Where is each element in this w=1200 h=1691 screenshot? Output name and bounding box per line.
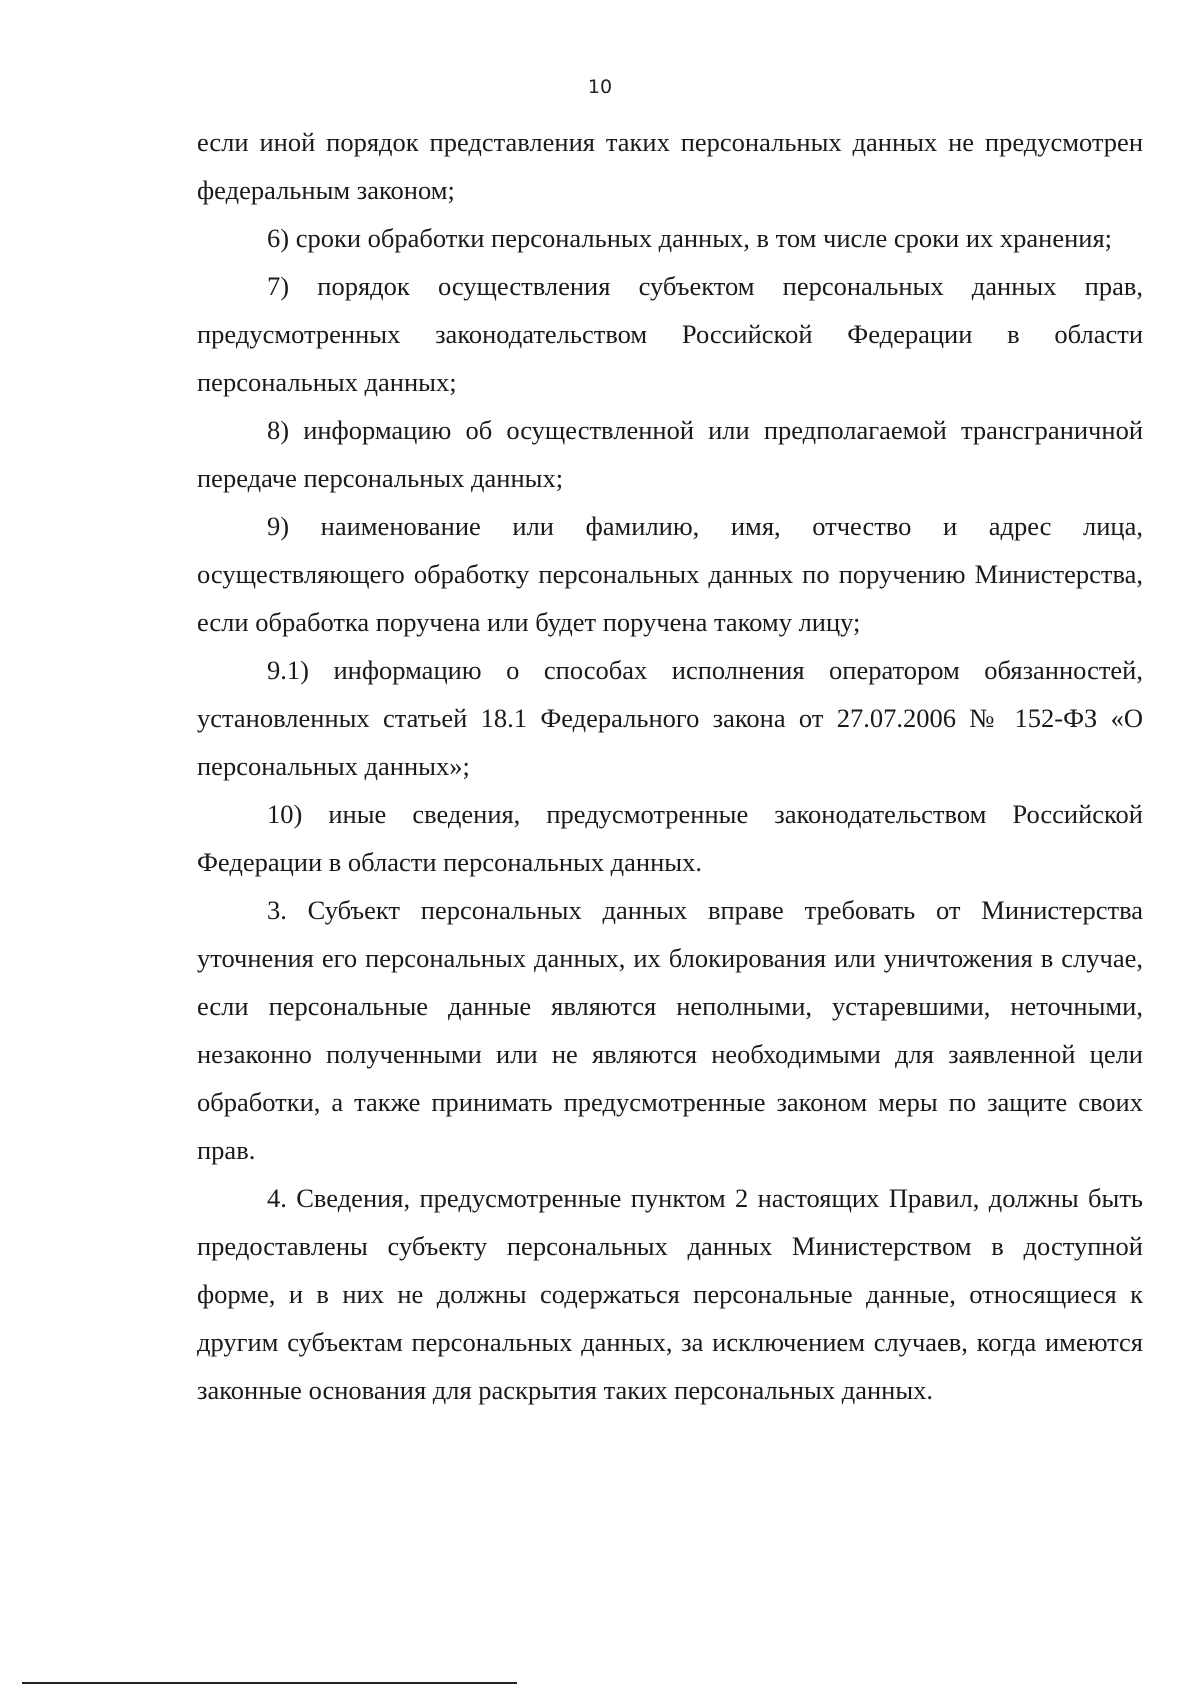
paragraph-item-7: 7) порядок осуществления субъектом персональных данных прав, предусмотренных законодательством Российской Федерации в области персональных данных; <box>197 271 1143 397</box>
paragraph-item-6: 6) сроки обработки персональных данных, в том числе сроки их хранения; <box>267 223 1113 253</box>
footer-rule <box>22 1682 517 1684</box>
paragraph-item-8: 8) информацию об осуществленной или предполагаемой трансграничной передаче персональных данных; <box>197 415 1143 493</box>
paragraph-item-9: 9) наименование или фамилию, имя, отчество и адрес лица, осуществляющего обработку персональных данных по поручению Министерства, если обработка поручена или будет поручена такому лицу; <box>197 511 1143 637</box>
paragraph-section-4: 4. Сведения, предусмотренные пунктом 2 настоящих Правил, должны быть предоставлены субъекту персональных данных Министерством в доступной форме, и в них не должны содержаться персональные данные, относящиеся к другим субъектам персональных данных, за исключением случаев, когда имеются законные основания для раскрытия таких персональных данных. <box>197 1183 1143 1405</box>
page-number: 10 <box>587 76 613 98</box>
paragraph-continuation: если иной порядок представления таких персональных данных не предусмотрен федеральным законом; <box>197 127 1143 205</box>
document-body <box>197 118 1143 1414</box>
paragraph-item-9-1: 9.1) информацию о способах исполнения оператором обязанностей, установленных статьей 18.1 Федерального закона от 27.07.2006 № 152-ФЗ «О персональных данных»; <box>197 655 1143 781</box>
paragraph-section-3: 3. Субъект персональных данных вправе требовать от Министерства уточнения его персональных данных, их блокирования или уничтожения в случае, если персональные данные являются неполными, устаревшими, неточными, незаконно полученными или не являются необходимыми для заявленной цели обработки, а также принимать предусмотренные законом меры по защите своих прав. <box>197 895 1143 1165</box>
paragraph-item-10: 10) иные сведения, предусмотренные законодательством Российской Федерации в области персональных данных. <box>197 799 1143 877</box>
